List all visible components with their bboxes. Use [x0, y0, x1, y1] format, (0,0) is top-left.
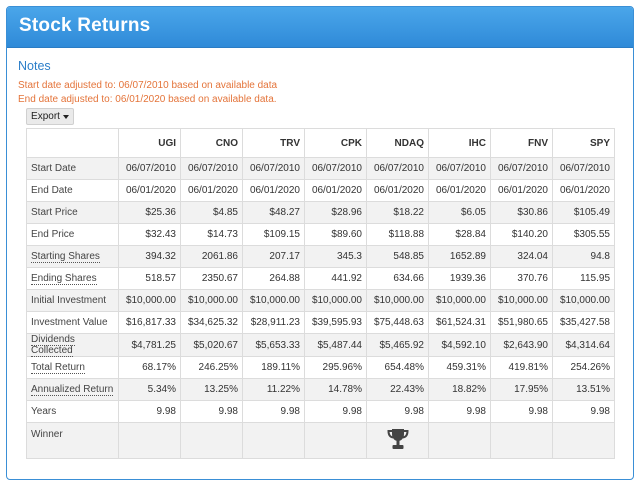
- table-cell: 9.98: [119, 401, 181, 423]
- column-header-ndaq[interactable]: NDAQ: [367, 129, 429, 158]
- table-cell: 345.3: [305, 246, 367, 268]
- table-cell: 18.82%: [429, 379, 491, 401]
- table-cell: $10,000.00: [429, 290, 491, 312]
- row-label[interactable]: [27, 334, 119, 357]
- table-cell: 207.17: [243, 246, 305, 268]
- row-label-text: Starting Shares: [31, 251, 100, 262]
- returns-table: [26, 128, 615, 459]
- table-cell: $6.05: [429, 202, 491, 224]
- table-cell: 654.48%: [367, 357, 429, 379]
- table-cell: $10,000.00: [119, 290, 181, 312]
- table-cell: 14.78%: [305, 379, 367, 401]
- row-label-text: Annualized Return: [31, 384, 114, 395]
- winner-cell: [119, 423, 181, 459]
- table-cell: 9.98: [429, 401, 491, 423]
- table-cell: 2350.67: [181, 268, 243, 290]
- table-cell: 1652.89: [429, 246, 491, 268]
- table-cell: $61,524.31: [429, 312, 491, 334]
- table-cell: $14.73: [181, 224, 243, 246]
- table-cell: $10,000.00: [305, 290, 367, 312]
- table-cell: $75,448.63: [367, 312, 429, 334]
- column-header-ihc[interactable]: IHC: [429, 129, 491, 158]
- table-cell: 9.98: [181, 401, 243, 423]
- table-cell: $118.88: [367, 224, 429, 246]
- table-cell: $18.22: [367, 202, 429, 224]
- table-cell: 06/01/2020: [305, 180, 367, 202]
- table-cell: $51,980.65: [491, 312, 553, 334]
- table-cell: $35,427.58: [553, 312, 615, 334]
- table-cell: 94.8: [553, 246, 615, 268]
- table-cell: 17.95%: [491, 379, 553, 401]
- table-cell: 06/07/2010: [367, 158, 429, 180]
- table-cell: 115.95: [553, 268, 615, 290]
- table-cell: $39,595.93: [305, 312, 367, 334]
- table-cell: 06/07/2010: [429, 158, 491, 180]
- table-cell: $28,911.23: [243, 312, 305, 334]
- table-cell: $10,000.00: [367, 290, 429, 312]
- note-end-date: End date adjusted to: 06/01/2020 based on available data.: [18, 94, 277, 105]
- export-label: Export: [31, 111, 60, 122]
- table-cell: $4,781.25: [119, 334, 181, 357]
- table-cell: 06/07/2010: [553, 158, 615, 180]
- table-cell: $10,000.00: [491, 290, 553, 312]
- table-cell: $5,020.67: [181, 334, 243, 357]
- panel-header: [7, 7, 633, 48]
- table-cell: $105.49: [553, 202, 615, 224]
- table-cell: 419.81%: [491, 357, 553, 379]
- table-cell: 9.98: [491, 401, 553, 423]
- winner-cell: [181, 423, 243, 459]
- table-cell: $28.84: [429, 224, 491, 246]
- column-header-cpk[interactable]: CPK: [305, 129, 367, 158]
- table-cell: $28.96: [305, 202, 367, 224]
- table-cell: 5.34%: [119, 379, 181, 401]
- column-header-trv[interactable]: TRV: [243, 129, 305, 158]
- table-cell: $10,000.00: [243, 290, 305, 312]
- table-row: [27, 268, 615, 290]
- table-cell: 254.26%: [553, 357, 615, 379]
- row-label-text: Investment Value: [31, 317, 108, 328]
- table-cell: 06/07/2010: [119, 158, 181, 180]
- table-cell: $5,465.92: [367, 334, 429, 357]
- table-cell: 11.22%: [243, 379, 305, 401]
- row-label-text: Total Return: [31, 362, 85, 373]
- table-row: [27, 246, 615, 268]
- table-cell: 06/01/2020: [491, 180, 553, 202]
- table-cell: 06/01/2020: [243, 180, 305, 202]
- winner-cell: [305, 423, 367, 459]
- column-header-fnv[interactable]: FNV: [491, 129, 553, 158]
- row-label: [27, 158, 119, 180]
- notes-title: Notes: [18, 59, 51, 73]
- row-label: [27, 180, 119, 202]
- row-label-text: Start Date: [31, 163, 77, 174]
- table-cell: 06/01/2020: [553, 180, 615, 202]
- table-row: [27, 224, 615, 246]
- stock-returns-panel: [6, 6, 634, 480]
- table-cell: $89.60: [305, 224, 367, 246]
- winner-cell: [367, 423, 429, 459]
- table-cell: 548.85: [367, 246, 429, 268]
- table-cell: $305.55: [553, 224, 615, 246]
- table-row: [27, 290, 615, 312]
- row-label-text: Start Price: [31, 207, 78, 218]
- table-cell: 06/07/2010: [491, 158, 553, 180]
- row-label: [27, 224, 119, 246]
- winner-cell: [429, 423, 491, 459]
- row-label[interactable]: [27, 379, 119, 401]
- table-cell: $109.15: [243, 224, 305, 246]
- table-row: [27, 202, 615, 224]
- table-cell: $5,487.44: [305, 334, 367, 357]
- table-cell: 634.66: [367, 268, 429, 290]
- table-cell: $48.27: [243, 202, 305, 224]
- table-cell: $4,314.64: [553, 334, 615, 357]
- table-cell: $5,653.33: [243, 334, 305, 357]
- row-label: [27, 290, 119, 312]
- table-row: [27, 357, 615, 379]
- row-label-text: Years: [31, 406, 57, 417]
- table-cell: 246.25%: [181, 357, 243, 379]
- table-cell: $140.20: [491, 224, 553, 246]
- table-cell: $10,000.00: [181, 290, 243, 312]
- table-row: [27, 379, 615, 401]
- row-label: [27, 401, 119, 423]
- row-label: [27, 202, 119, 224]
- table-cell: $2,643.90: [491, 334, 553, 357]
- table-cell: 06/01/2020: [119, 180, 181, 202]
- table-cell: 06/07/2010: [305, 158, 367, 180]
- row-label-text: Ending Shares: [31, 273, 97, 284]
- table-cell: 06/07/2010: [181, 158, 243, 180]
- trophy-icon: [387, 427, 409, 451]
- table-cell: $34,625.32: [181, 312, 243, 334]
- table-cell: $10,000.00: [553, 290, 615, 312]
- panel-title: Stock Returns: [19, 15, 151, 36]
- table-row: [27, 334, 615, 357]
- row-label-text: End Date: [31, 185, 73, 196]
- row-label-text: End Price: [31, 229, 75, 240]
- table-cell: 264.88: [243, 268, 305, 290]
- table-cell: $4,592.10: [429, 334, 491, 357]
- column-header-ugi[interactable]: UGI: [119, 129, 181, 158]
- row-label: [27, 312, 119, 334]
- table-cell: 9.98: [243, 401, 305, 423]
- table-cell: $4.85: [181, 202, 243, 224]
- table-cell: 9.98: [367, 401, 429, 423]
- column-header-spy[interactable]: SPY: [553, 129, 615, 158]
- column-header-cno[interactable]: CNO: [181, 129, 243, 158]
- export-button[interactable]: [26, 108, 74, 125]
- table-cell: 324.04: [491, 246, 553, 268]
- table-cell: 441.92: [305, 268, 367, 290]
- table-row: [27, 312, 615, 334]
- table-cell: $25.36: [119, 202, 181, 224]
- table-cell: 2061.86: [181, 246, 243, 268]
- winner-row: [27, 423, 615, 459]
- table-cell: 459.31%: [429, 357, 491, 379]
- table-corner-cell: [27, 129, 119, 158]
- row-label-text: Dividends Collected: [31, 334, 75, 356]
- table-cell: $32.43: [119, 224, 181, 246]
- winner-cell: [491, 423, 553, 459]
- caret-down-icon: [63, 115, 69, 119]
- table-cell: 189.11%: [243, 357, 305, 379]
- table-cell: 13.51%: [553, 379, 615, 401]
- table-cell: 06/01/2020: [181, 180, 243, 202]
- table-cell: 1939.36: [429, 268, 491, 290]
- table-cell: 9.98: [553, 401, 615, 423]
- table-row: [27, 401, 615, 423]
- table-cell: 06/01/2020: [429, 180, 491, 202]
- table-cell: 394.32: [119, 246, 181, 268]
- table-header-row: [27, 129, 615, 158]
- table-cell: 06/07/2010: [243, 158, 305, 180]
- table-cell: 06/01/2020: [367, 180, 429, 202]
- table-cell: 22.43%: [367, 379, 429, 401]
- row-label[interactable]: [27, 357, 119, 379]
- row-label: Winner: [27, 423, 119, 459]
- row-label[interactable]: [27, 268, 119, 290]
- table-row: [27, 180, 615, 202]
- table-cell: 9.98: [305, 401, 367, 423]
- winner-cell: [243, 423, 305, 459]
- table-cell: 68.17%: [119, 357, 181, 379]
- table-cell: 518.57: [119, 268, 181, 290]
- winner-cell: [553, 423, 615, 459]
- row-label[interactable]: [27, 246, 119, 268]
- table-cell: $30.86: [491, 202, 553, 224]
- table-cell: $16,817.33: [119, 312, 181, 334]
- table-cell: 13.25%: [181, 379, 243, 401]
- row-label-text: Initial Investment: [31, 295, 107, 306]
- table-cell: 295.96%: [305, 357, 367, 379]
- table-cell: 370.76: [491, 268, 553, 290]
- table-row: [27, 158, 615, 180]
- note-start-date: Start date adjusted to: 06/07/2010 based on available data: [18, 80, 278, 91]
